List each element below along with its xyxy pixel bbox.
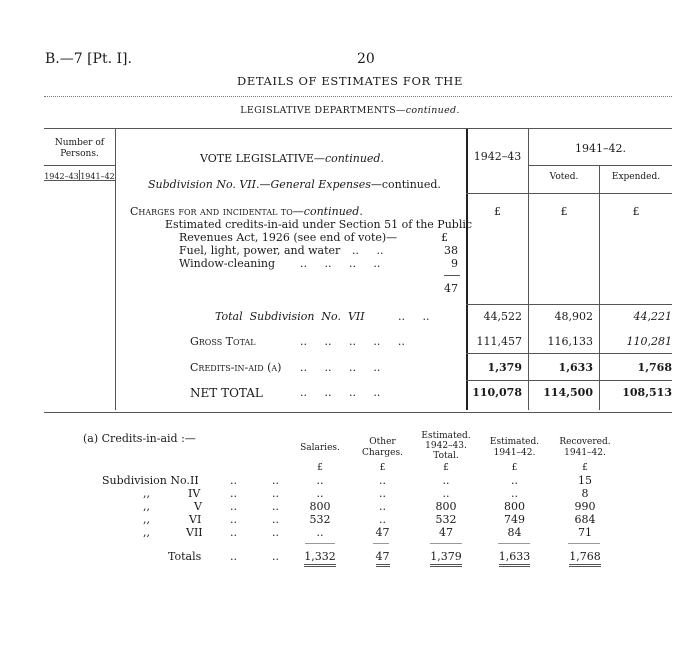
net-total-voted: 114,500 [543,386,593,399]
credits-in-aid-label: Credits-in-aid (a) [190,361,282,374]
net-total-dots: .. .. .. .. [300,386,381,399]
persons-col-1941: 1941–42 [80,172,115,181]
credits-col-recovered: Recovered. 1941–42. [559,437,611,458]
total-subdivision-voted: 48,902 [554,310,593,323]
col-header-voted: Voted. [549,172,579,182]
credits-heading: (a) Credits-in-aid :— [83,432,196,445]
item-fuel-dots: .. .. [352,244,384,257]
currency-voted: £ [560,205,568,218]
net-total-label: NET TOTAL [190,386,263,400]
credits-col-est-4142: Estimated. 1941–42. [489,437,540,458]
credits-in-aid-voted: 1,633 [558,361,593,374]
net-total-expended: 108,513 [622,386,672,399]
credits-currency-other: £ [379,463,386,473]
persons-header: Number of Persons. [54,138,105,159]
vote-title: VOTE LEGISLATIVE—continued. [200,152,384,165]
net-total-1942: 110,078 [472,386,522,399]
col-header-1942-43: 1942–43 [473,150,522,163]
credits-in-aid-dots: .. .. .. .. [300,361,381,374]
estimated-line-1: Estimated credits-in-aid under Section 51 of the Public [165,218,473,231]
item-fuel-value: 38 [444,244,458,257]
gross-total-label: Gross Total [190,335,256,348]
persons-col-1942: 1942–43 [44,172,79,181]
page-reference: B.—7 [Pt. I]. [45,51,132,67]
estimated-line-2: Revenues Act, 1926 (see end of vote)— [179,231,398,244]
currency-expended: £ [632,205,640,218]
credits-in-aid-1942: 1,379 [487,361,522,374]
page-title: DETAILS OF ESTIMATES FOR THE [237,74,463,88]
credits-in-aid-expended: 1,768 [637,361,672,374]
item-window-dots: .. .. .. .. [300,257,381,270]
items-total: 47 [444,282,458,295]
credits-col-est-4243: Estimated. 1942–43. Total. [421,431,471,461]
credits-currency-recovered: £ [582,463,588,473]
credits-currency-est-4243: £ [443,463,449,473]
charges-heading: Charges for and incidental to—continued. [130,205,363,218]
gross-total-1942: 111,457 [476,335,522,348]
total-subdivision-1942: 44,522 [483,310,522,323]
section-title: LEGISLATIVE DEPARTMENTS—continued. [240,105,460,116]
credits-currency-salaries: £ [317,463,323,473]
total-subdivision-label: Total Subdivision No. VII [215,310,365,323]
credits-col-other: Other Charges. [362,437,403,458]
gross-total-dots: .. .. .. .. .. [300,335,405,348]
col-header-1941-42: 1941–42. [575,142,626,155]
item-window-value: 9 [451,257,458,270]
item-fuel-label: Fuel, light, power, and water [179,244,341,257]
total-subdivision-dots: .. .. [398,310,430,323]
page-number: 20 [357,51,375,67]
item-window-label: Window-cleaning [179,257,275,270]
estimated-currency: £ [441,231,448,244]
total-subdivision-expended: 44,221 [633,310,672,323]
col-header-expended: Expended. [611,172,661,182]
gross-total-voted: 116,133 [547,335,593,348]
currency-1942: £ [494,205,501,218]
subdivision-title: Subdivision No. VII.—General Expenses—continued. [148,178,441,191]
gross-total-expended: 110,281 [626,335,672,348]
credits-col-salaries: Salaries. [300,443,340,453]
credits-currency-est-4142: £ [511,463,518,473]
